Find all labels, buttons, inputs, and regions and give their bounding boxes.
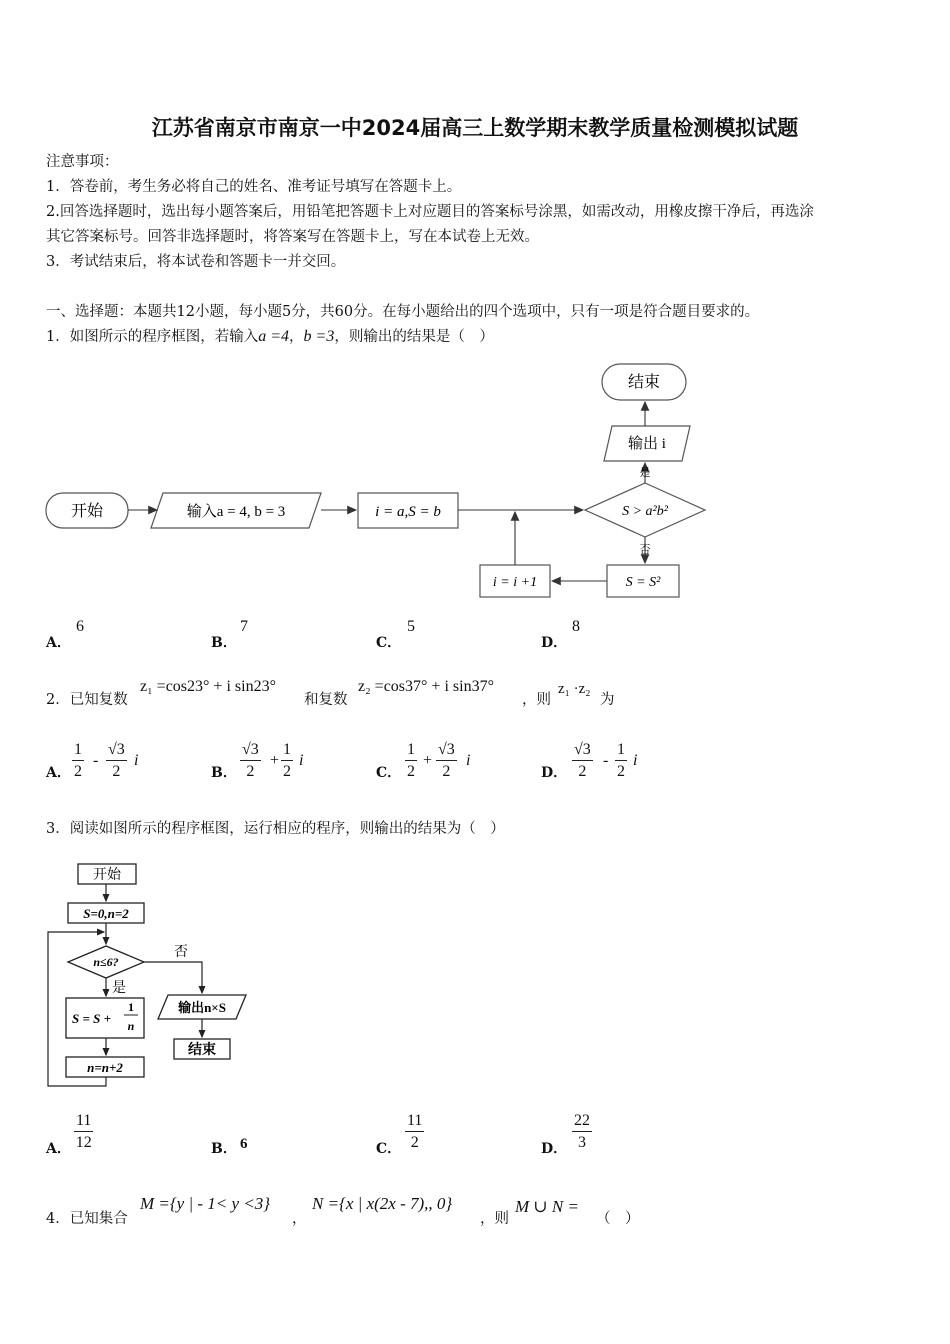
- q2-d-i: i: [633, 752, 638, 769]
- notice-item: 其它答案标号。回答非选择题时，将答案写在答题卡上，写在本试卷上无效。: [46, 229, 539, 245]
- flow-yes-label: 是: [639, 467, 651, 479]
- flow-condition-label: S > a²b²: [622, 504, 668, 519]
- q2-product: z₁ ·z₂: [558, 681, 591, 697]
- q2-z1: z₁ =cos23° + i sin23°: [140, 678, 276, 695]
- q4-stem-c: （ ）: [596, 1211, 640, 1227]
- notice-item: 2.回答选择题时，选出每小题答案后，用铅笔把答题卡上对应题目的答案标号涂黑，如需改动，用橡皮擦干净后，再选涂: [46, 204, 814, 220]
- q3-option-b-value: 6: [240, 1136, 248, 1152]
- q2-b-frac1: $\frac{√3}{2}$: [242, 741, 259, 780]
- q4-sep: ，: [292, 1211, 307, 1227]
- q3-start-label: 开始: [93, 868, 121, 883]
- q2-c-plus: +: [423, 752, 433, 769]
- q4-set-m: M ={y | - 1< y <3}: [140, 1194, 271, 1213]
- q3-output-label: 输出n×S: [178, 1000, 226, 1015]
- q3-option-d-label: D．: [541, 1141, 568, 1157]
- q2-c-frac2: $\frac{√3}{2}$: [438, 741, 455, 780]
- q2-option-c-label: C．: [376, 765, 402, 781]
- page-title: 江苏省南京市南京一中2024届高三上数学期末教学质量检测模拟试题: [151, 116, 799, 140]
- q3-body-label: S = S +: [72, 1011, 112, 1026]
- q1-option-b-label: B．: [211, 635, 237, 651]
- q2-option-a-label: A．: [46, 765, 71, 781]
- q2-stem-mid: 和复数: [304, 692, 348, 708]
- q3-condition-label: n≤6?: [93, 955, 119, 969]
- flow-inc-label: i = i +1: [492, 575, 538, 590]
- q2-a-i: i: [134, 752, 139, 769]
- flow-start-label: 开始: [70, 503, 104, 520]
- q4-set-n: N ={x | x(2x - 7),, 0}: [312, 1194, 453, 1213]
- q2-a-minus: -: [93, 752, 99, 769]
- q3-end-label: 结束: [188, 1043, 216, 1058]
- q4-stem-a: 4．已知集合: [46, 1211, 128, 1227]
- q3-body-den: n: [127, 1019, 135, 1033]
- q1-option-c-value: 5: [407, 618, 415, 635]
- q2-c-frac1: $\frac{1}{2}$: [407, 741, 415, 780]
- q2-d-frac2: $\frac{1}{2}$: [617, 741, 625, 780]
- q3-option-a-label: A．: [46, 1141, 71, 1157]
- flow-square-label: S = S²: [625, 575, 661, 590]
- q1-option-c-label: C．: [376, 635, 402, 651]
- q2-option-d-label: D．: [541, 765, 568, 781]
- q3-option-a-value: $\frac{11}{12}$: [75, 1112, 92, 1151]
- q2-d-minus: -: [603, 752, 609, 769]
- q1-option-d-value: 8: [572, 618, 580, 635]
- q1-option-b-value: 7: [240, 618, 248, 635]
- q3-option-c-label: C．: [376, 1141, 402, 1157]
- q3-inc-label: n=n+2: [87, 1060, 123, 1075]
- q3-init-label: S=0,n=2: [83, 906, 129, 921]
- q1-stem: 1．如图所示的程序框图，若输入a =4，b =3，则输出的结果是（ ）: [46, 328, 494, 345]
- q2-a-frac2: $\frac{√3}{2}$: [108, 741, 125, 780]
- q2-b-i: i: [299, 752, 304, 769]
- q3-no-label: 否: [174, 945, 188, 960]
- q1-option-a-label: A．: [46, 635, 71, 651]
- q2-c-i: i: [466, 752, 471, 769]
- notice-item: 1．答卷前，考生务必将自己的姓名、准考证号填写在答题卡上。: [46, 179, 462, 195]
- q3-option-b-label: B．: [211, 1141, 237, 1157]
- q4-expression: M ∪ N =: [515, 1197, 579, 1216]
- section-heading: 一、选择题：本题共12小题，每小题5分，共60分。在每小题给出的四个选项中，只有一项是符合题目要求的。: [46, 304, 760, 320]
- q2-b-frac2: $\frac{1}{2}$: [283, 741, 291, 780]
- flow-no-label: 否: [639, 544, 651, 556]
- q3-option-d-value: $\frac{22}{3}$: [574, 1112, 590, 1151]
- q1-flowchart: [40, 355, 720, 605]
- notice-heading: 注意事项：: [46, 154, 119, 170]
- q2-stem-a: 2．已知复数: [46, 692, 128, 708]
- flow-input-label: 输入a = 4, b = 3: [186, 504, 286, 520]
- q1-option-d-label: D．: [541, 635, 568, 651]
- q4-stem-b: ，则: [480, 1211, 509, 1227]
- q2-d-frac1: $\frac{√3}{2}$: [574, 741, 591, 780]
- q2-stem-c: 为: [600, 692, 615, 708]
- q3-option-c-value: $\frac{11}{2}$: [407, 1112, 423, 1151]
- q3-stem: 3．阅读如图所示的程序框图，运行相应的程序，则输出的结果为（ ）: [46, 821, 505, 837]
- q3-flowchart: [40, 858, 260, 1093]
- q2-b-plus: +: [270, 752, 280, 769]
- q3-body-num: 1: [128, 1000, 134, 1014]
- q2-option-b-label: B．: [211, 765, 237, 781]
- notice-item: 3．考试结束后，将本试卷和答题卡一并交回。: [46, 254, 346, 270]
- flow-assign-label: i = a,S = b: [375, 504, 441, 520]
- q1-option-a-value: 6: [76, 618, 84, 635]
- q2-z2: z₂ =cos37° + i sin37°: [358, 678, 494, 695]
- q2-stem-b: ，则: [522, 692, 551, 708]
- q2-a-frac1: $\frac{1}{2}$: [74, 741, 82, 780]
- flow-output-label: 输出 i: [628, 436, 666, 452]
- flow-end-label: 结束: [627, 374, 661, 391]
- q3-yes-label: 是: [112, 981, 126, 996]
